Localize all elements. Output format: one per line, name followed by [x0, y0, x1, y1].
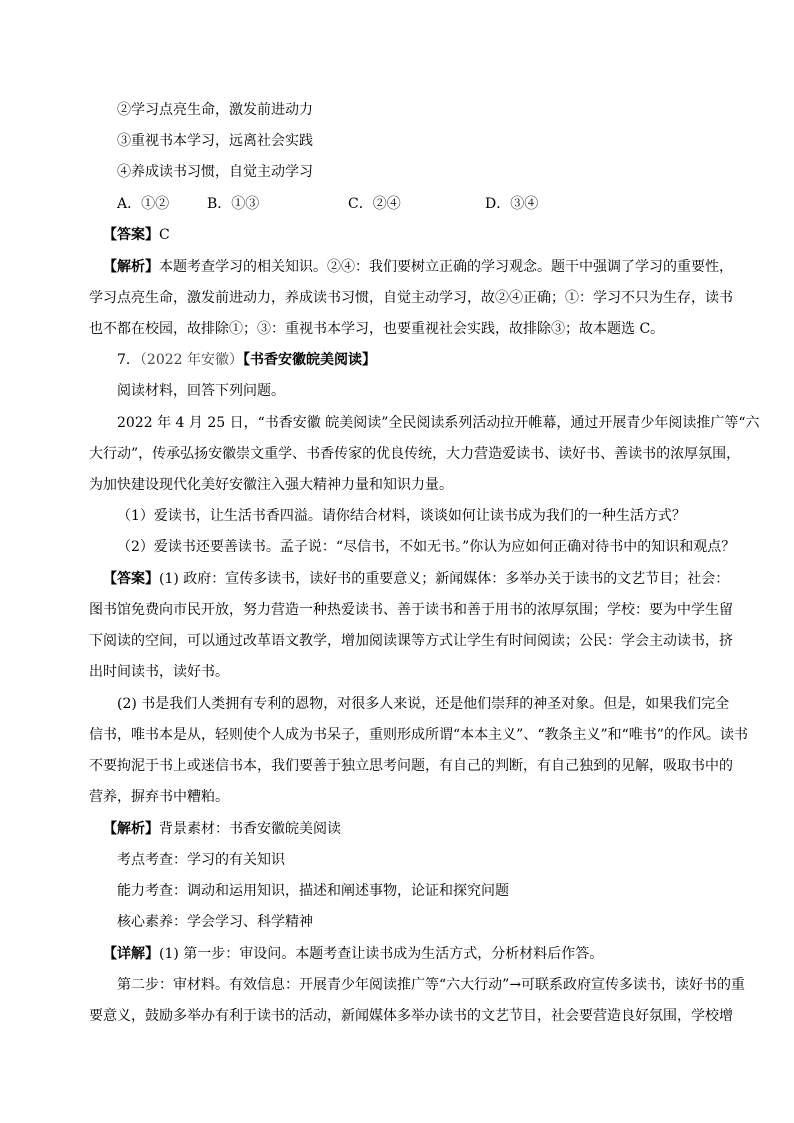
- analysis-text: 背景素材：书香安徽皖美阅读: [159, 821, 341, 837]
- detail-step-2-line-2: 要意义，鼓励多举办有利于读书的活动，新闻媒体多举办读书的文艺节目，社会要营造良好氛围，学校增: [89, 1008, 733, 1024]
- answer1-line-3: 下阅读的空间，可以通过改革语文教学，增加阅读课等方式让学生有时间阅读；公民：学会主动读书，挤: [89, 633, 733, 649]
- detail-step-2-line-1: 第二步：审材料。有效信息：开展青少年阅读推广等“六大行动”→可联系政府宣传多读书，读好书的重: [117, 977, 746, 993]
- q6-analysis-line-3: 也不都在校园，故排除①；③：重视书本学习，也要重视社会实践，故排除③；故本题选 C。: [89, 321, 665, 337]
- q6-analysis-line-2: 学习点亮生命，激发前进动力，养成读书习惯，自觉主动学习，故②④正确；①：学习不只为生存，读书: [89, 290, 733, 306]
- question-topic: 【书香安徽皖美阅读】: [243, 352, 377, 368]
- answer2-line-4: 营养，摒弃书中糟粕。: [89, 789, 229, 805]
- sub-question-1: （1）爱读书，让生活书香四溢。请你结合材料，谈谈如何让读书成为我们的一种生活方式？: [117, 508, 686, 524]
- choice-d: D．③④: [485, 196, 539, 212]
- answer-tag: 【答案】: [103, 227, 159, 243]
- answer-value: C: [159, 227, 170, 243]
- q6-analysis-line-1: [103, 257, 733, 277]
- option-item-2: ②学习点亮生命，激发前进动力: [117, 102, 313, 118]
- q6-answer: [103, 225, 705, 245]
- choice-c: C．②④: [348, 196, 401, 212]
- detail-tag: 【详解】: [103, 946, 159, 962]
- material-line-3: 为加快建设现代化美好安徽注入强大精神力量和知识力量。: [89, 477, 453, 493]
- question-source: （2022 年安徽）: [139, 352, 244, 368]
- answer-text: (1) 政府：宣传多读书，读好书的重要意义；新闻媒体：多举办关于读书的文艺节目；社会：: [159, 571, 730, 587]
- choice-a: A．①②: [117, 196, 170, 212]
- core-literacy: 核心素养：学会学习、科学精神: [117, 914, 313, 930]
- answer2-line-3: 不要拘泥于书上或迷信书本，我们要善于独立思考问题，有自己的判断，有自己独到的见解，吸取书中的: [89, 758, 733, 774]
- material-line-2: 大行动”，传承弘扬安徽崇文重学、书香传家的优良传统，大力营造爱读书、读好书、善读书的浓厚氛围，: [89, 446, 741, 462]
- sub-question-2: （2）爱读书还要善读书。孟子说：“尽信书，不如无书。”你认为应如何正确对待书中的知识和观点？: [117, 539, 736, 555]
- q7-heading: [117, 350, 719, 370]
- answer2-line-1: (2) 书是我们人类拥有专利的恩物，对很多人来说，还是他们崇拜的神圣对象。但是，如果我们完全: [117, 696, 730, 712]
- detail-text: (1) 第一步：审设问。本题考查让读书成为生活方式，分析材料后作答。: [159, 946, 604, 962]
- answer1-line-2: 图书馆免费向市民开放，努力营造一种热爱读书、善于读书和善于用书的浓厚氛围；学校：要为中学生留: [89, 602, 733, 618]
- question-number: 7．: [117, 352, 140, 368]
- option-item-4: ④养成读书习惯，自觉主动学习: [117, 164, 313, 180]
- option-item-3: ③重视书本学习，远离社会实践: [117, 133, 313, 149]
- answer1-line-1: [103, 569, 733, 589]
- answer-tag: 【答案】: [103, 571, 159, 587]
- analysis-text: 本题考查学习的相关知识。②④：我们要树立正确的学习观念。题干中强调了学习的重要性，: [159, 259, 733, 275]
- choice-b: B．①③: [207, 196, 260, 212]
- detail-step-1: [103, 944, 733, 964]
- analysis-background: [103, 819, 733, 839]
- ability: 能力考查：调动和运用知识，描述和阐述事物，论证和探究问题: [117, 883, 509, 899]
- answer2-line-2: 信书，唯书本是从，轻则使个人成为书呆子，重则形成所谓“本本主义”、“教条主义”和“唯书”的作风。读书: [89, 727, 748, 743]
- exam-point: 考点考查：学习的有关知识: [117, 852, 285, 868]
- material-line-1: 2022 年 4 月 25 日，“书香安徽 皖美阅读”全民阅读系列活动拉开帷幕，通过开展青少年阅读推广等“六: [117, 415, 760, 431]
- q7-instruction: 阅读材料，回答下列问题。: [117, 383, 285, 399]
- analysis-tag: 【解析】: [103, 259, 159, 275]
- analysis-tag: 【解析】: [103, 821, 159, 837]
- answer1-line-4: 出时间读书，读好书。: [89, 664, 229, 680]
